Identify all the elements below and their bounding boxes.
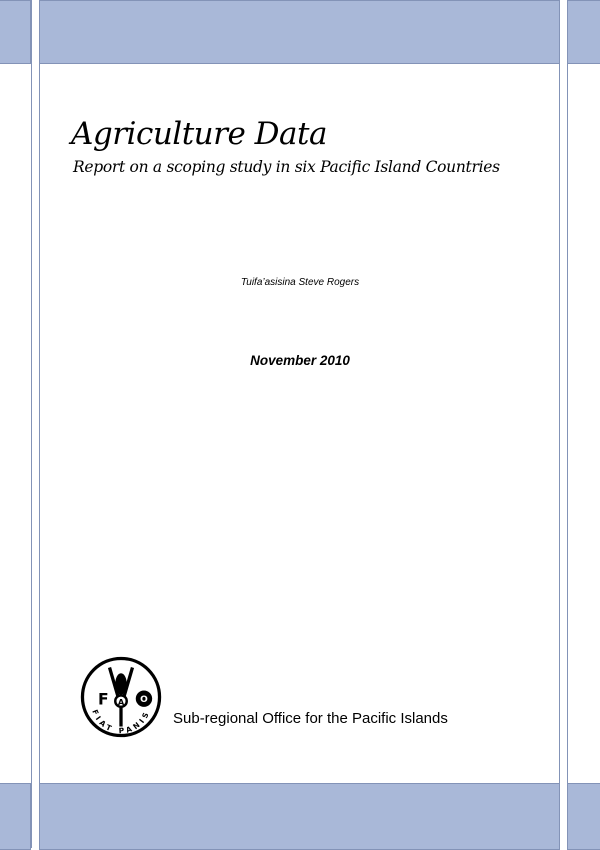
frame-line-left-outer: [31, 0, 32, 848]
top-band-left: [0, 0, 31, 64]
organization-name: Sub-regional Office for the Pacific Islands: [173, 710, 448, 727]
bottom-band-left: [0, 783, 31, 850]
report-subtitle: Report on a scoping study in six Pacific Island Countries: [73, 158, 500, 176]
author-name: Tuifa’asisina Steve Rogers: [240, 277, 360, 288]
frame-line-left-inner: [39, 0, 40, 848]
logo-motto: FIAT PANIS: [90, 708, 152, 736]
logo-letter-f: F: [98, 690, 109, 709]
top-band-right: [567, 0, 600, 64]
publication-date: November 2010: [250, 353, 350, 368]
bottom-band-right: [567, 783, 600, 850]
bottom-band-center: [39, 783, 560, 850]
report-title: Agriculture Data: [71, 116, 327, 152]
logo-letter-o-label: O: [140, 694, 148, 705]
fao-logo: [80, 656, 162, 738]
top-band-center: [39, 0, 560, 64]
frame-line-right-inner: [559, 0, 560, 848]
frame-line-right-outer: [567, 0, 568, 848]
logo-letter-a: A: [117, 697, 125, 708]
